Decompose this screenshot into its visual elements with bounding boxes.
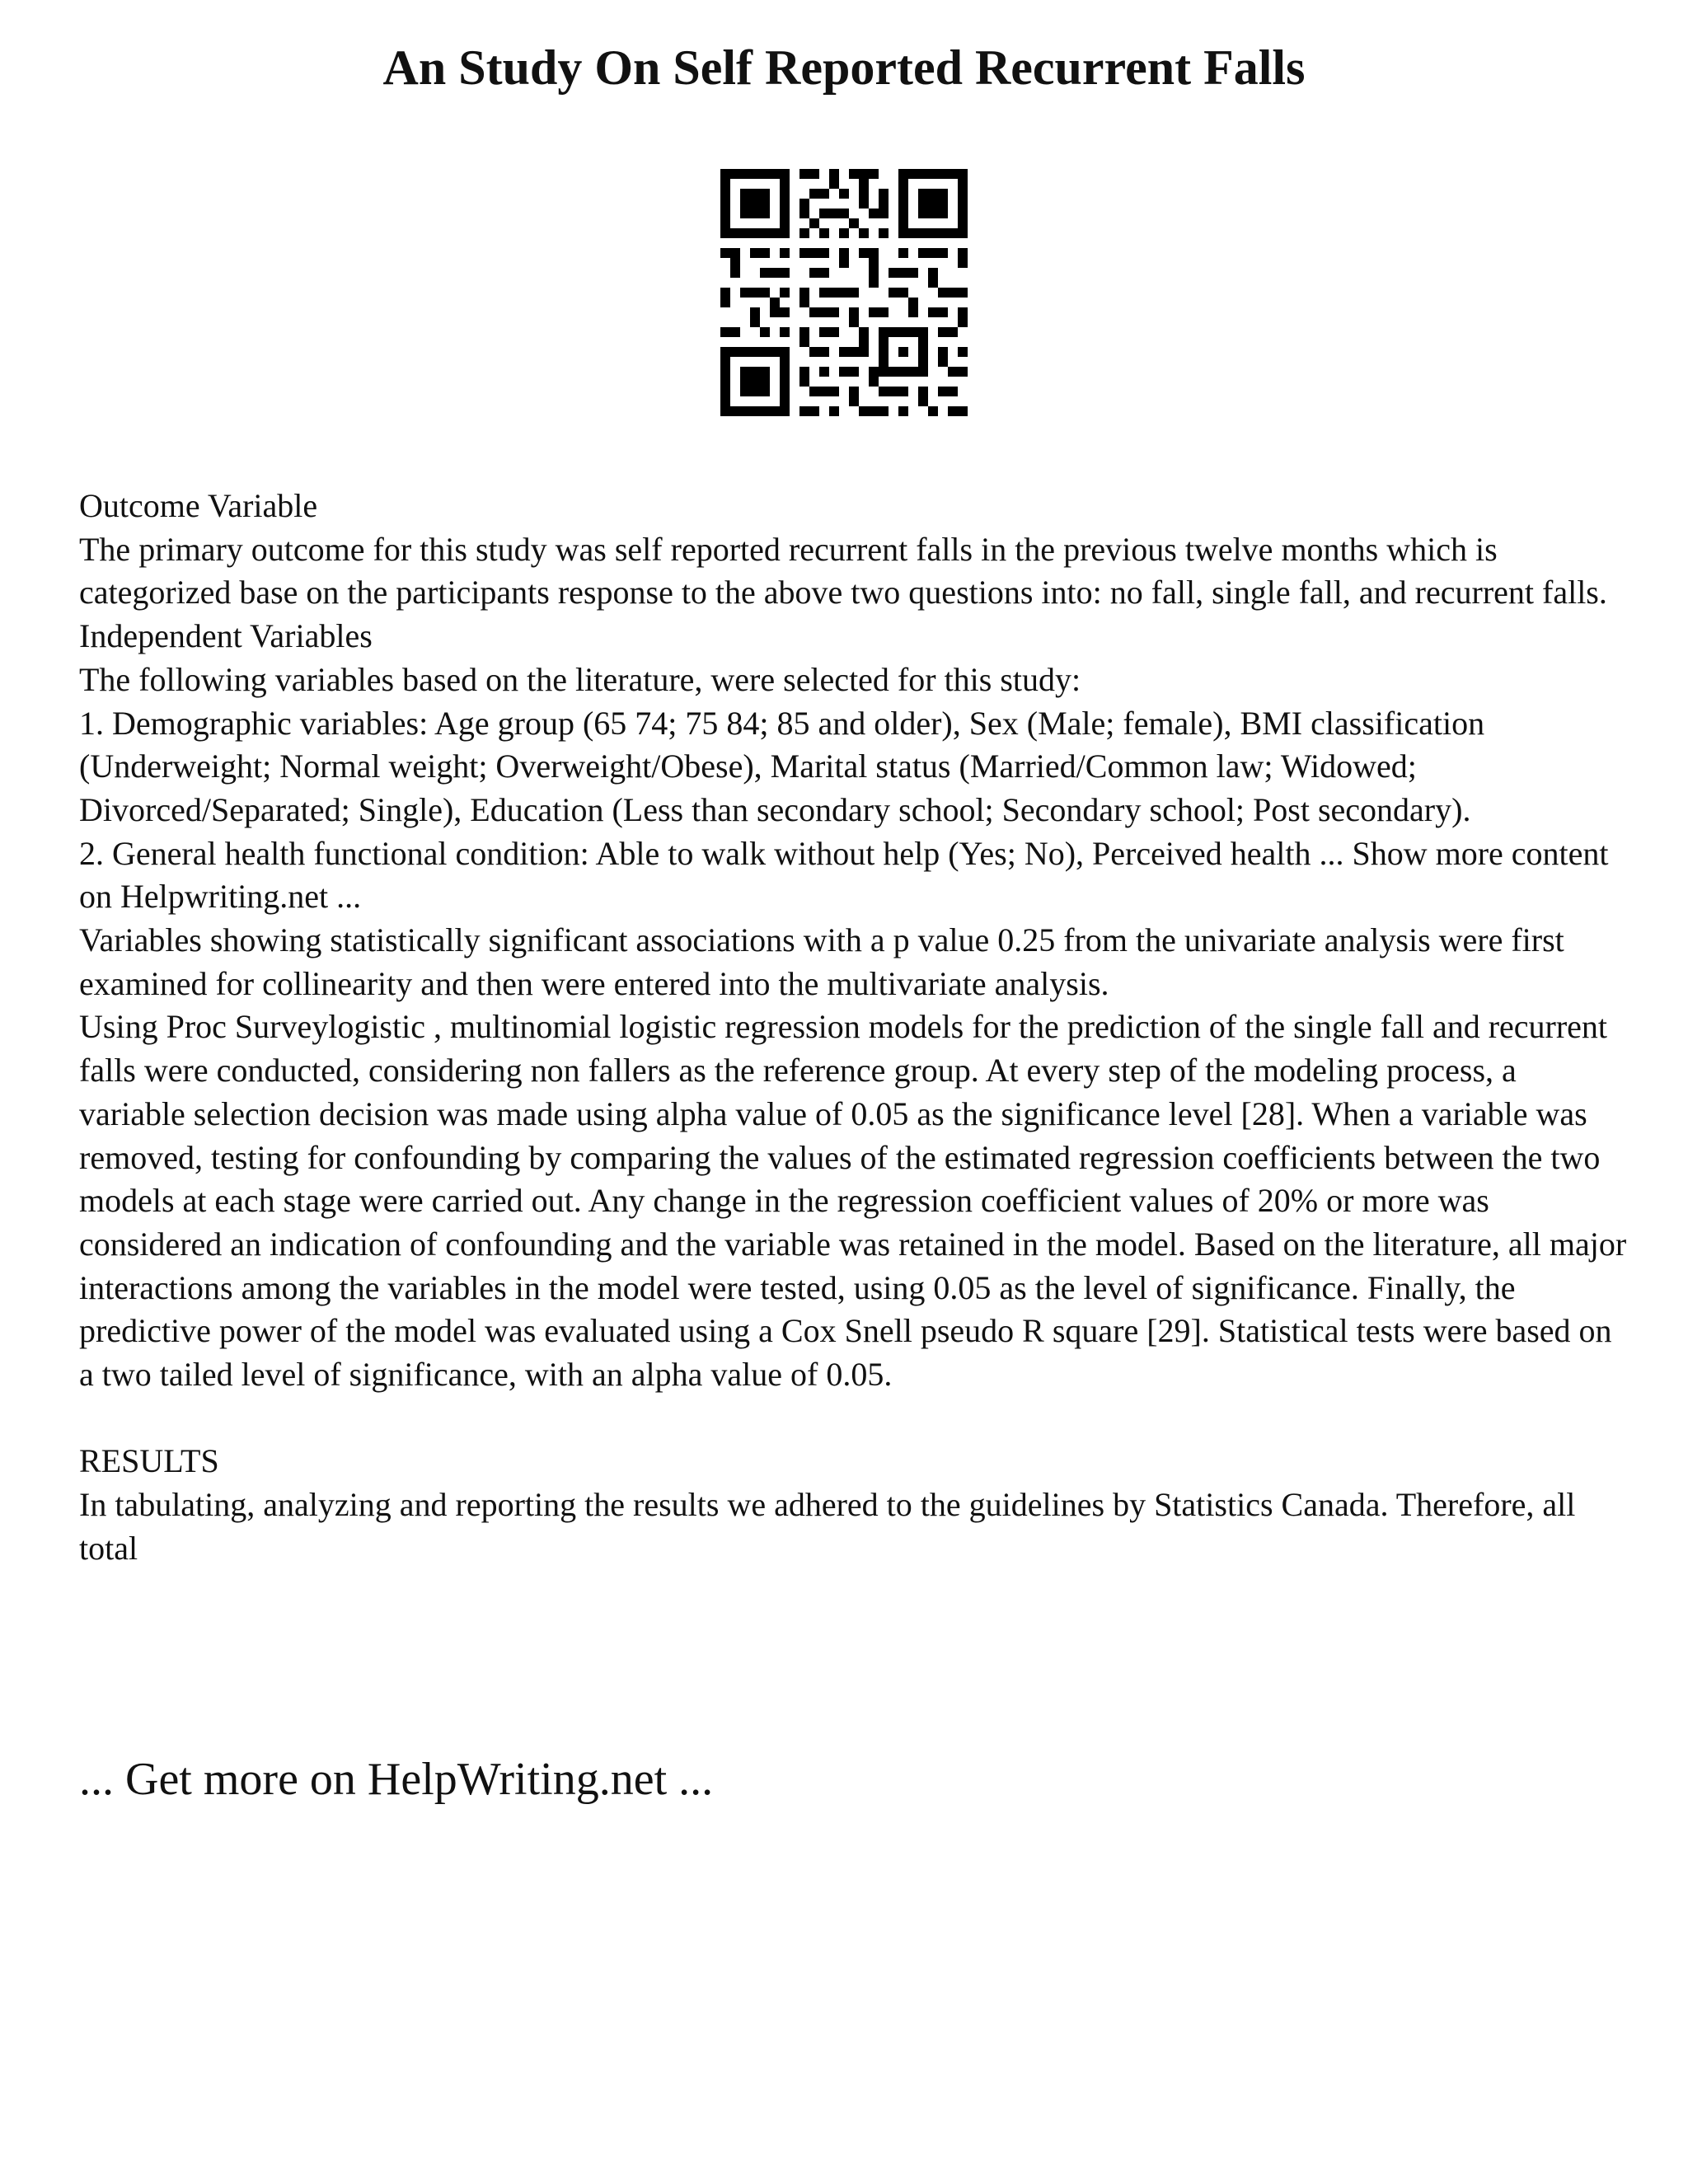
- paragraph: The following variables based on the literature, were selected for this study:: [79, 660, 1081, 698]
- paragraph: The primary outcome for this study was self reported recurrent falls in the previous twelve months which is categorized base on the participants response to the above two questions into: no fall, single fall, and recurrent falls.: [79, 530, 1607, 612]
- page-title: An Study On Self Reported Recurrent Falls: [382, 40, 1306, 95]
- qr-code-icon: [720, 169, 968, 416]
- section-heading-results: RESULTS: [79, 1442, 219, 1480]
- paragraph: 1. Demographic variables: Age group (65 74; 75 84; 85 and older), Sex (Male; female), BMI classification (Underweight; Normal weight; Overweight/Obese), Marital status (Married/Common law; Widowed; Divorced/Separated; Single), Education (Less than secondary school; Secondary school; Post secondary).: [79, 704, 1485, 828]
- section-heading-independent: Independent Variables: [79, 617, 373, 655]
- paragraph: In tabulating, analyzing and reporting the results we adhered to the guidelines by Statistics Canada. Therefore, all total: [79, 1486, 1576, 1567]
- paragraph: 2. General health functional condition: Able to walk without help (Yes; No), Perceived health ... Show more content on Helpwriting.net ...: [79, 834, 1609, 916]
- get-more-link[interactable]: ... Get more on HelpWriting.net ...: [79, 1754, 714, 1805]
- paragraph: Using Proc Surveylogistic , multinomial logistic regression models for the prediction of the single fall and recurrent falls were conducted, considering non fallers as the reference group. At every step of the modeling process, a variable selection decision was made using alpha value of 0.05 as the significance level [28]. When a variable was removed, testing for confounding by comparing the values of the estimated regression coefficients between the two models at each stage were carried out. Any change in the regression coefficient values of 20% or more was considered an indication of confounding and the variable was retained in the model. Based on the literature, all major interactions among the variables in the model were tested, using 0.05 as the level of significance. Finally, the predictive power of the model was evaluated using a Cox Snell pseudo R square [29]. Statistical tests were based on a two tailed level of significance, with an alpha value of 0.05.: [79, 1008, 1627, 1394]
- paragraph: Variables showing statistically significant associations with a p value 0.25 from the univariate analysis were first examined for collinearity and then were entered into the multivariate analysis.: [79, 921, 1564, 1002]
- section-heading-outcome: Outcome Variable: [79, 487, 318, 524]
- spacer: [79, 1397, 1629, 1441]
- document-body: [79, 485, 1629, 1571]
